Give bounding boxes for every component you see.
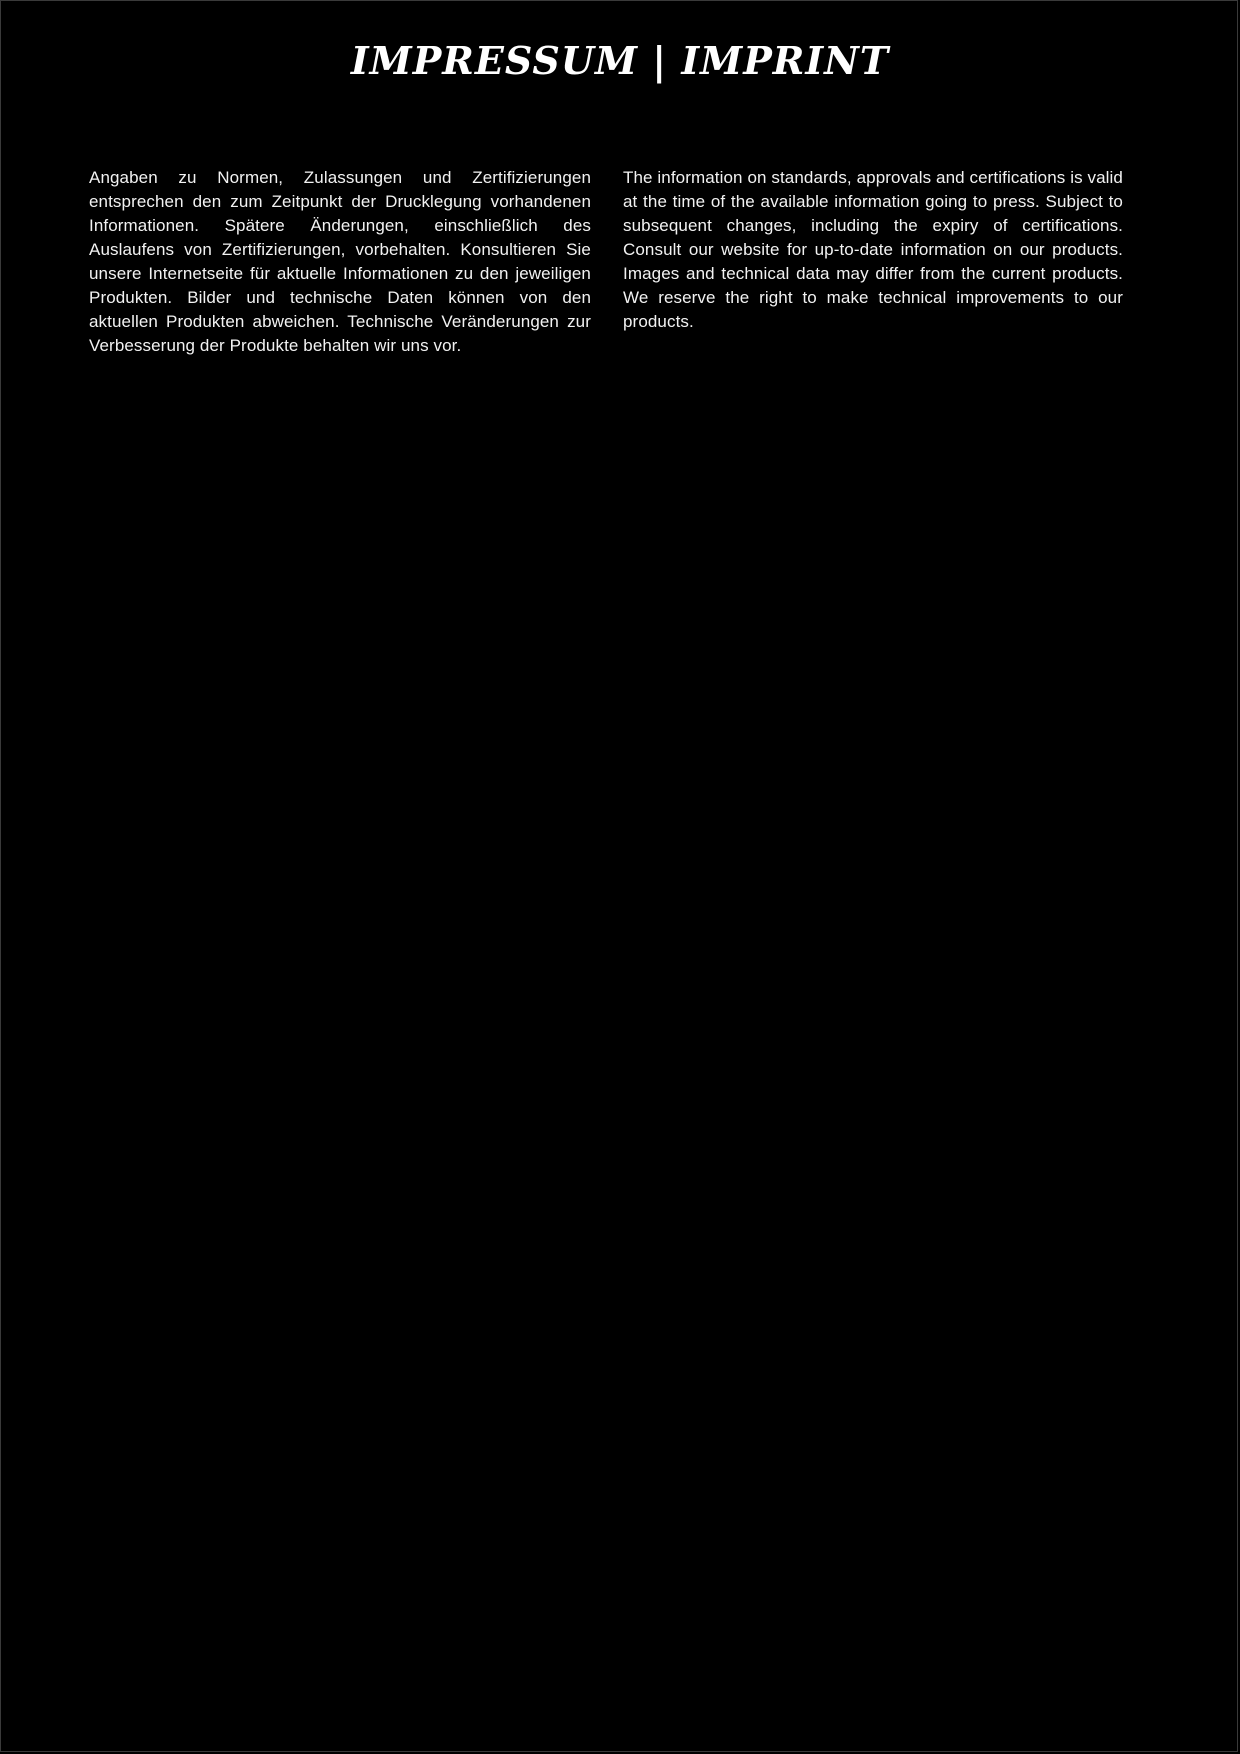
imprint-columns — [89, 166, 1123, 358]
imprint-text-english: The information on standards, approvals and certifications is valid at the time of the available information going to press. Subject to subsequent changes, including the expiry of certifications. Consult our website for up-to-date information on our products. Images and technical data may differ from the current products. We reserve the right to make technical improvements to our products. — [623, 168, 1123, 331]
page-title: IMPRESSUM | IMPRINT — [350, 38, 890, 83]
imprint-text-german: Angaben zu Normen, Zulassungen und Zertifizierungen entsprechen den zum Zeitpunkt der Drucklegung vorhandenen Informationen. Spätere Änderungen, einschließlich des Auslaufens von Zertifizierungen, vorbehalten. Konsultieren Sie unsere Internetseite für aktuelle Informationen zu den jeweiligen Produkten. Bilder und technische Daten können von den aktuellen Produkten abweichen. Technische Veränderungen zur Verbesserung der Produkte behalten wir uns vor. — [89, 168, 591, 355]
